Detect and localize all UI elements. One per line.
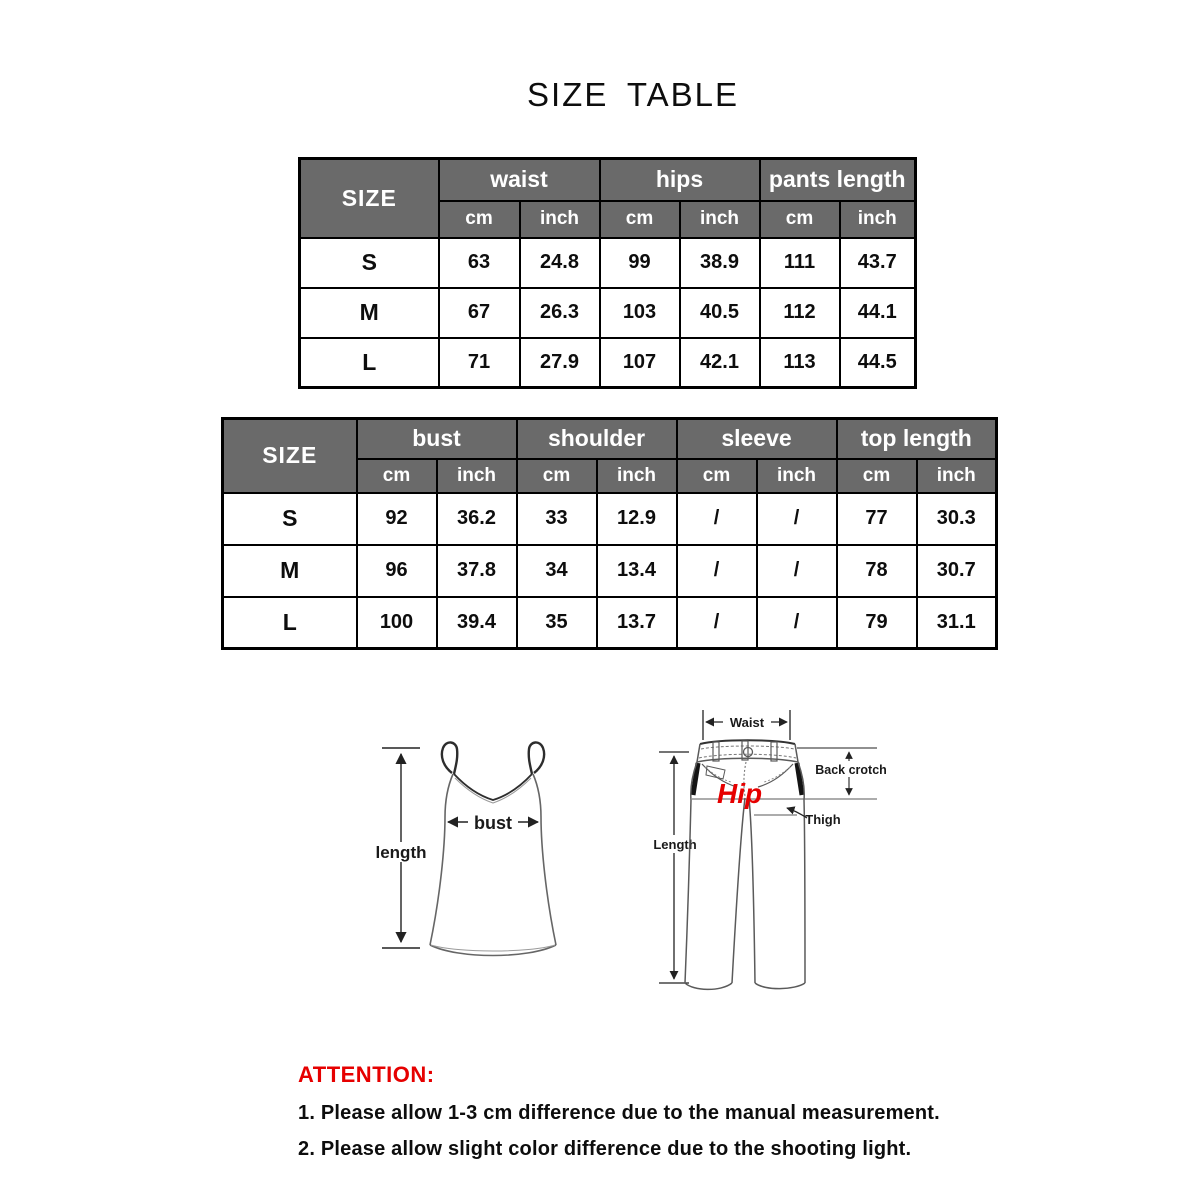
top-length-group-header: top length	[837, 419, 997, 459]
value-cell: 40.5	[680, 288, 760, 338]
value-cell: /	[677, 493, 757, 545]
unit-header: cm	[439, 201, 520, 238]
unit-header: cm	[837, 459, 917, 493]
value-cell: /	[757, 493, 837, 545]
value-cell: 34	[517, 545, 597, 597]
camisole-outline	[430, 742, 556, 955]
length-label: length	[375, 843, 427, 862]
waist-label: Waist	[729, 715, 765, 730]
belt-loop	[742, 741, 748, 760]
table-row	[223, 493, 997, 545]
table-row	[300, 338, 916, 388]
shoulder-group-header: shoulder	[517, 419, 677, 459]
value-cell: 31.1	[917, 597, 997, 649]
attention-heading: ATTENTION:	[298, 1062, 435, 1087]
value-cell: 78	[837, 545, 917, 597]
top-size-table	[221, 417, 998, 650]
hem-outer	[430, 945, 556, 956]
unit-header: cm	[357, 459, 437, 493]
thigh-label: Thigh	[805, 812, 841, 827]
value-cell: 67	[439, 288, 520, 338]
table-row	[300, 238, 916, 288]
belt-loop	[713, 742, 719, 761]
table-row	[223, 597, 997, 649]
value-cell: 79	[837, 597, 917, 649]
pants-length-group-header: pants length	[760, 159, 916, 201]
unit-header: inch	[757, 459, 837, 493]
right-pocket-stitch	[764, 767, 790, 782]
size-column-header: SIZE	[300, 159, 439, 238]
value-cell: 44.1	[840, 288, 916, 338]
right-leg-inner	[749, 798, 755, 983]
value-cell: 13.7	[597, 597, 677, 649]
size-cell: L	[223, 597, 357, 649]
unit-header: cm	[760, 201, 840, 238]
value-cell: 12.9	[597, 493, 677, 545]
right-strap	[529, 742, 544, 774]
value-cell: 43.7	[840, 238, 916, 288]
unit-header: inch	[680, 201, 760, 238]
value-cell: 36.2	[437, 493, 517, 545]
length-measurement	[659, 752, 689, 983]
value-cell: 111	[760, 238, 840, 288]
unit-header: cm	[600, 201, 680, 238]
value-cell: 13.4	[597, 545, 677, 597]
unit-header: inch	[520, 201, 600, 238]
table-row	[223, 545, 997, 597]
pants-drawing	[645, 700, 910, 1020]
value-cell: /	[677, 597, 757, 649]
value-cell: 99	[600, 238, 680, 288]
size-column-header: SIZE	[223, 419, 357, 493]
size-cell: M	[300, 288, 439, 338]
size-cell: S	[223, 493, 357, 545]
value-cell: 103	[600, 288, 680, 338]
pants-diagram	[645, 700, 910, 1025]
right-side-seam	[533, 774, 556, 945]
attention-item: 1. Please allow 1-3 cm difference due to the manual measurement.	[298, 1102, 940, 1124]
value-cell: 71	[439, 338, 520, 388]
right-leg-outer	[798, 762, 805, 983]
right-hem	[755, 983, 805, 989]
waist-group-header: waist	[439, 159, 600, 201]
hips-group-header: hips	[600, 159, 760, 201]
left-leg-inner	[732, 798, 745, 983]
sleeve-group-header: sleeve	[677, 419, 837, 459]
value-cell: 44.5	[840, 338, 916, 388]
unit-header: inch	[597, 459, 677, 493]
left-side-seam	[430, 774, 453, 945]
value-cell: 42.1	[680, 338, 760, 388]
unit-header: inch	[437, 459, 517, 493]
length-label: Length	[653, 837, 697, 852]
value-cell: 39.4	[437, 597, 517, 649]
unit-header: cm	[517, 459, 597, 493]
value-cell: 30.7	[917, 545, 997, 597]
bust-label: bust	[474, 813, 512, 833]
table-row	[300, 288, 916, 338]
value-cell: 37.8	[437, 545, 517, 597]
value-cell: 24.8	[520, 238, 600, 288]
pants-size-table	[298, 157, 917, 389]
value-cell: 92	[357, 493, 437, 545]
page-title: SIZE TABLE	[526, 76, 740, 113]
camisole-diagram	[368, 712, 593, 992]
unit-header: inch	[840, 201, 916, 238]
unit-header: cm	[677, 459, 757, 493]
value-cell: /	[677, 545, 757, 597]
size-cell: S	[300, 238, 439, 288]
left-strap	[442, 742, 457, 774]
value-cell: 27.9	[520, 338, 600, 388]
left-hem	[685, 983, 732, 989]
size-cell: L	[300, 338, 439, 388]
value-cell: 38.9	[680, 238, 760, 288]
value-cell: 35	[517, 597, 597, 649]
size-cell: M	[223, 545, 357, 597]
right-pocket	[758, 764, 793, 787]
value-cell: 77	[837, 493, 917, 545]
value-cell: 100	[357, 597, 437, 649]
bust-group-header: bust	[357, 419, 517, 459]
value-cell: 96	[357, 545, 437, 597]
back-crotch-label: Back crotch	[815, 763, 887, 777]
hip-label: Hip	[717, 778, 763, 809]
value-cell: 113	[760, 338, 840, 388]
value-cell: 26.3	[520, 288, 600, 338]
value-cell: /	[757, 597, 837, 649]
pants-outline	[685, 740, 877, 989]
value-cell: 112	[760, 288, 840, 338]
attention-section	[298, 1062, 940, 1174]
value-cell: 30.3	[917, 493, 997, 545]
value-cell: /	[757, 545, 837, 597]
value-cell: 33	[517, 493, 597, 545]
camisole-drawing	[368, 712, 593, 987]
hem-inner	[431, 945, 555, 951]
value-cell: 63	[439, 238, 520, 288]
value-cell: 107	[600, 338, 680, 388]
attention-item: 2. Please allow slight color difference due to the shooting light.	[298, 1138, 912, 1160]
unit-header: inch	[917, 459, 997, 493]
